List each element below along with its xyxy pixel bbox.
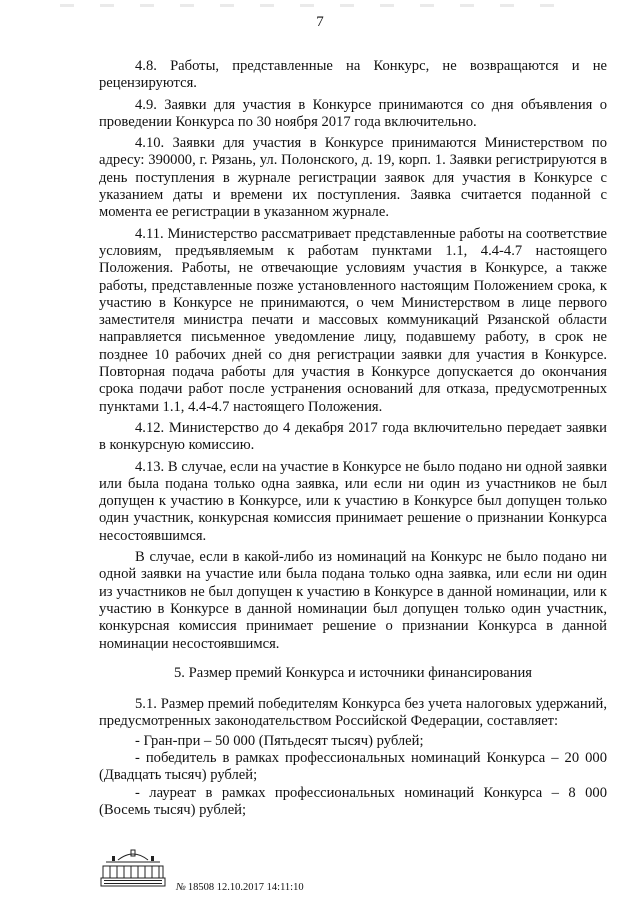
paragraph-4-11: 4.11. Министерство рассматривает представленные работы на соответствие условиям, предъявляемым к работам пунктами 1.1, 4.4-4.7 настоящего Положения. Работы, не отвечающие условиям участия в Конкурсе, а также работы, представленные позже установленного настоящим Положением срока, к участию в Конкурсе не принимаются, о чем Министерством в лице первого заместителя министра печати и массовых коммуникаций Рязанской области направляется письменное уведомление лицу, подавшему работу, в срок не позднее 10 рабочих дней со дня регистрации заявки для участия в Конкурсе. Повторная подача работы для участия в Конкурсе допускается до окончания срока подачи работ после устранения оснований для отказа, предусмотренных пунктами 1.1, 4.4-4.7 настоящего Положения. <box>99 225 607 415</box>
registration-stamp <box>98 846 398 894</box>
prize-item-laureate: - лауреат в рамках профессиональных номинаций Конкурса – 8 000 (Восемь тысяч) рублей; <box>99 784 607 818</box>
registration-number-date: 18508 12.10.2017 14:11:10 <box>187 882 304 893</box>
section-5-heading: 5. Размер премий Конкурса и источники финансирования <box>174 664 532 681</box>
building-emblem-icon <box>98 846 168 890</box>
paragraph-4-8: 4.8. Работы, представленные на Конкурс, не возвращаются и не рецензируются. <box>99 58 607 92</box>
paragraph-4-13: 4.13. В случае, если на участие в Конкурсе не было подано ни одной заявки или была подана только одна заявка, или если ни один из участников не был допущен к участию в Конкурсе, или к участию в Конкурсе был допущен только один участник, конкурсная комиссия принимает решение о признании Конкурса несостоявшимся. <box>99 458 607 544</box>
document-body <box>99 58 607 819</box>
scan-artifact <box>60 4 580 7</box>
page-number: 7 <box>316 14 324 30</box>
number-sign: № <box>176 882 186 893</box>
paragraph-4-10: 4.10. Заявки для участия в Конкурсе принимаются Министерством по адресу: 390000, г. Рязань, ул. Полонского, д. 19, корп. 1. Заявки регистрируются в день поступления в журнале регистрации заявок для участия в Конкурсе с указанием даты и времени их поступления. Заявка считается поданной с момента ее регистрации в указанном журнале. <box>99 135 607 221</box>
paragraph-4-13-nomination: В случае, если в какой-либо из номинаций на Конкурс не было подано ни одной заявки на участие или была подана только одна заявка, или если ни один из участников не был допущен к участию в Конкурсе в данной номинации, или к участию в Конкурсе в данной номинации был допущен только один участник, конкурсная комиссия принимает решение о признании Конкурса в данной номинации несостоявшимся. <box>99 549 607 652</box>
prize-item-grand-prix: - Гран-при – 50 000 (Пятьдесят тысяч) рублей; <box>135 732 424 749</box>
paragraph-4-9: 4.9. Заявки для участия в Конкурсе принимаются со дня объявления о проведении Конкурса по 30 ноября 2017 года включительно. <box>99 96 607 130</box>
registration-info <box>176 882 304 893</box>
paragraph-4-12: 4.12. Министерство до 4 декабря 2017 года включительно передает заявки в конкурсную комиссию. <box>99 419 607 454</box>
paragraph-5-1: 5.1. Размер премий победителям Конкурса без учета налоговых удержаний, предусмотренных законодательством Российской Федерации, составляет: <box>99 696 607 730</box>
prize-item-winner: - победитель в рамках профессиональных номинаций Конкурса – 20 000 (Двадцать тысяч) рублей; <box>99 749 607 784</box>
